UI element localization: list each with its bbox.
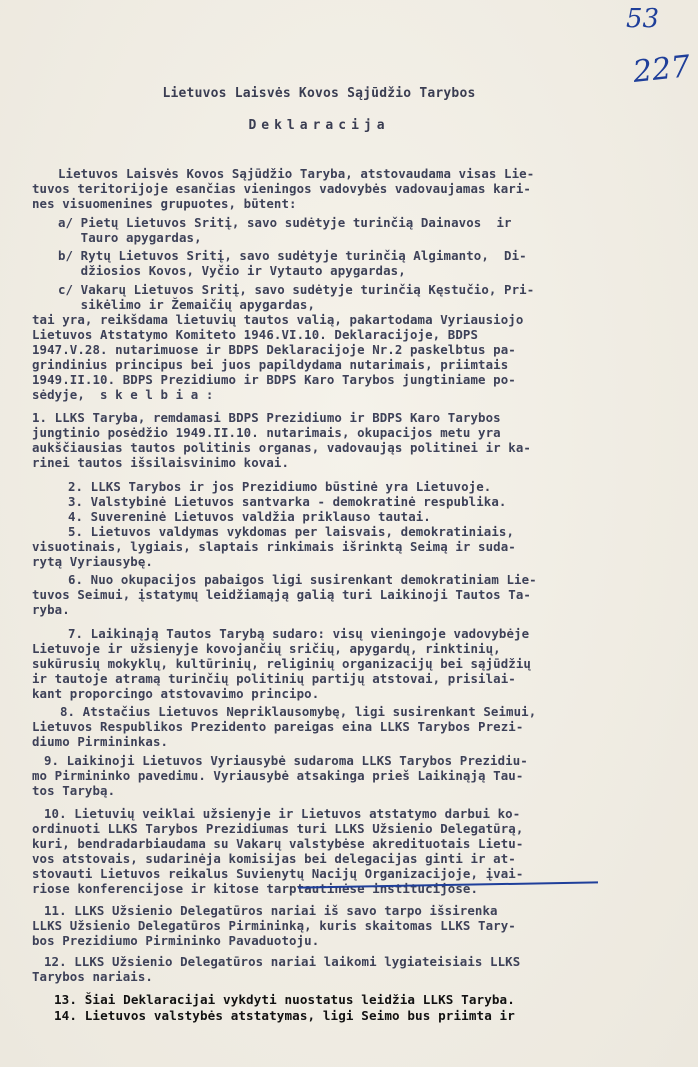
- declaration-line: b/ Rytų Lietuvos Sritį, savo sudėtyje turinčią Algimanto, Di-: [58, 248, 527, 263]
- declaration-line: 1949.II.10. BDPS Prezidiumo ir BDPS Karo Tarybos jungtiniame po-: [32, 372, 516, 387]
- declaration-line: 1947.V.28. nutarimuose ir BDPS Deklaracijoje Nr.2 paskelbtus pa-: [32, 342, 516, 357]
- declaration-line: bos Prezidiumo Pirmininko Pavaduotoju.: [32, 933, 320, 948]
- declaration-line: sikėlimo ir Žemaičių apygardas,: [58, 297, 316, 312]
- declaration-line: Lietuvoje ir užsienyje kovojančių sričių, apygardų, rinktinių,: [32, 641, 501, 656]
- declaration-line: sukūrusių mokyklų, kultūrinių, religinių organizacijų bei sąjūdžių: [32, 656, 531, 671]
- declaration-line: rytą Vyriausybę.: [32, 554, 153, 569]
- declaration-line: Tarybos nariais.: [32, 969, 153, 984]
- declaration-line: 10. Lietuvių veiklai užsienyje ir Lietuvos atstatymo darbui ko-: [44, 806, 521, 821]
- declaration-line: jungtinio posėdžio 1949.II.10. nutarimais, okupacijos metu yra: [32, 425, 501, 440]
- declaration-line: 5. Lietuvos valdymas vykdomas per laisvais, demokratiniais,: [68, 524, 515, 539]
- declaration-line: 6. Nuo okupacijos pabaigos ligi susirenkant demokratiniam Lie-: [68, 572, 537, 587]
- declaration-line: Lietuvos Respublikos Prezidento pareigas eina LLKS Tarybos Prezi-: [32, 719, 524, 734]
- declaration-line: Lietuvos Laisvės Kovos Sąjūdžio Taryba, atstovaudama visas Lie-: [58, 166, 535, 181]
- declaration-line: ir tautoje atramą turinčių politinių partijų atstovai, prisilai-: [32, 671, 516, 686]
- declaration-line: ordinuoti LLKS Tarybos Prezidiumas turi LLKS Užsienio Delegatūrą,: [32, 821, 524, 836]
- declaration-line: nes visuomenines grupuotes, būtent:: [32, 196, 297, 211]
- declaration-line: stovauti Lietuvos reikalus Suvienytų Nacijų Organizacijoje, įvai-: [32, 866, 524, 881]
- declaration-line: 1. LLKS Taryba, remdamasi BDPS Prezidiumo ir BDPS Karo Tarybos: [32, 410, 501, 425]
- declaration-line: grindinius principus bei juos papildydama nutarimais, priimtais: [32, 357, 509, 372]
- declaration-line: riose konferencijose ir kitose tarptautinėse institucijose.: [32, 881, 479, 896]
- declaration-line: tos Tarybą.: [32, 783, 116, 798]
- declaration-line: Lietuvos Atstatymo Komiteto 1946.VI.10. Deklaracijoje, BDPS: [32, 327, 479, 342]
- declaration-line: 3. Valstybinė Lietuvos santvarka - demokratinė respublika.: [68, 494, 507, 509]
- declaration-line: mo Pirmininko pavedimu. Vyriausybė atsakinga prieš Laikinąją Tau-: [32, 768, 524, 783]
- declaration-line: rinei tautos išsilaisvinimo kovai.: [32, 455, 290, 470]
- declaration-line: visuotinais, lygiais, slaptais rinkimais išrinktą Seimą ir suda-: [32, 539, 516, 554]
- declaration-line: 11. LLKS Užsienio Delegatūros nariai iš savo tarpo išsirenka: [44, 903, 498, 918]
- declaration-line: ryba.: [32, 602, 70, 617]
- declaration-line: 9. Laikinoji Lietuvos Vyriausybė sudaroma LLKS Tarybos Prezidiu-: [44, 753, 528, 768]
- declaration-line: tuvos teritorijoje esančias vieningos vadovybės vadovaujamas kari-: [32, 181, 531, 196]
- declaration-line: tai yra, reikšdama lietuvių tautos valią, pakartodama Vyriausiojo: [32, 312, 524, 327]
- declaration-line: džiosios Kovos, Vyčio ir Vytauto apygardas,: [58, 263, 406, 278]
- declaration-line: kuri, bendradarbiaudama su Vakarų valstybėse akredituotais Lietu-: [32, 836, 524, 851]
- declaration-line: diumo Pirmininkas.: [32, 734, 169, 749]
- declaration-line: 12. LLKS Užsienio Delegatūros nariai laikomi lygiateisiais LLKS: [44, 954, 521, 969]
- declaration-final-line: 13. Šiai Deklaracijai vykdyti nuostatus leidžia LLKS Taryba.: [54, 992, 515, 1007]
- declaration-line: kant proporcingo atstovavimo principo.: [32, 686, 320, 701]
- declaration-line: 4. Suvereninė Lietuvos valdžia priklauso tautai.: [68, 509, 431, 524]
- declaration-line: sėdyje, s k e l b i a :: [32, 387, 214, 402]
- declaration-line: vos atstovais, sudarinėja komisijas bei delegacijas ginti ir at-: [32, 851, 516, 866]
- handwritten-archive-number: 227: [631, 49, 692, 90]
- declaration-final-line: 14. Lietuvos valstybės atstatymas, ligi Seimo bus priimta ir: [54, 1008, 515, 1023]
- declaration-line: Tauro apygardas,: [58, 230, 202, 245]
- declaration-line: 2. LLKS Tarybos ir jos Prezidiumo būstinė yra Lietuvoje.: [68, 479, 492, 494]
- declaration-line: LLKS Užsienio Delegatūros Pirmininką, kuris skaitomas LLKS Tary-: [32, 918, 516, 933]
- handwritten-page-number: 53: [626, 4, 660, 34]
- declaration-line: aukščiausias tautos politinis organas, vadovaująs politinei ir ka-: [32, 440, 531, 455]
- document-title: Lietuvos Laisvės Kovos Sąjūdžio Tarybos: [162, 86, 476, 101]
- declaration-line: 8. Atstačius Lietuvos Nepriklausomybę, ligi susirenkant Seimui,: [60, 704, 537, 719]
- declaration-line: 7. Laikinąją Tautos Tarybą sudaro: visų vieningoje vadovybėje: [68, 626, 530, 641]
- declaration-line: a/ Pietų Lietuvos Sritį, savo sudėtyje turinčią Dainavos ir: [58, 215, 512, 230]
- declaration-line: c/ Vakarų Lietuvos Sritį, savo sudėtyje turinčią Kęstučio, Pri-: [58, 282, 535, 297]
- declaration-line: tuvos Seimui, įstatymų leidžiamąją galią turi Laikinoji Tautos Ta-: [32, 587, 531, 602]
- document-subtitle: Deklaracija: [248, 118, 390, 133]
